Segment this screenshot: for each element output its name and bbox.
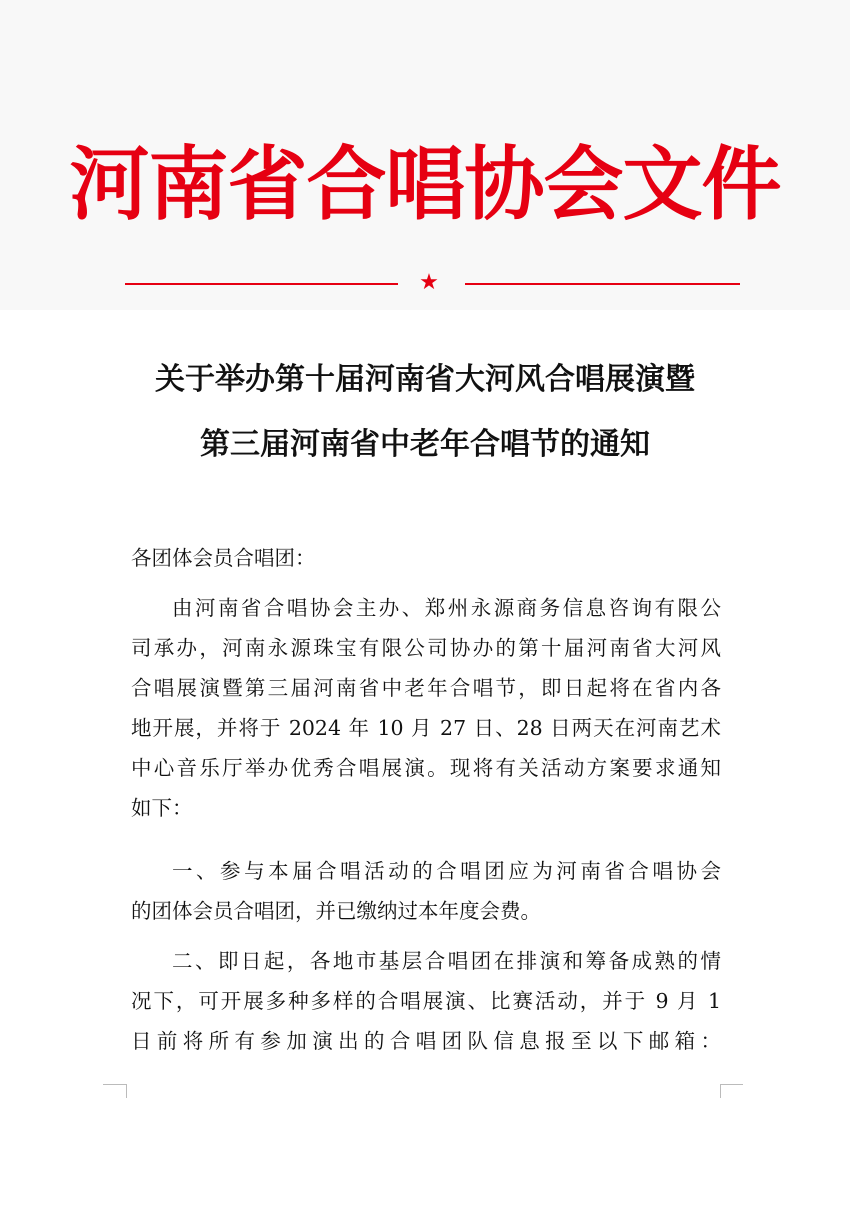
paragraph-line: 地开展，并将于 2024 年 10 月 27 日、28 日两天在河南艺术 [131,716,721,740]
masthead-rule-left [125,283,398,285]
paragraph-line: 由河南省合唱协会主办、郑州永源商务信息咨询有限公 [172,596,721,620]
paragraph-intro [131,588,721,828]
salutation [131,538,721,578]
paragraph-line: 日前将所有参加演出的合唱团队信息报至以下邮箱： [131,1029,721,1053]
paragraph-item-1 [131,851,721,931]
star-icon: ★ [419,270,439,295]
paragraph-line: 一、参与本届合唱活动的合唱团应为河南省合唱协会 [172,859,721,883]
masthead-rule-right [465,283,740,285]
paragraph-line: 中心音乐厅举办优秀合唱展演。现将有关活动方案要求通知 [131,756,721,780]
crop-mark-left [126,1084,127,1098]
paragraph-line: 况下，可开展多种多样的合唱展演、比赛活动，并于 9 月 1 [131,989,721,1013]
crop-mark-right [720,1084,721,1098]
paragraph-line: 合唱展演暨第三届河南省中老年合唱节，即日起将在省内各 [131,676,721,700]
document-title-line-2: 第三届河南省中老年合唱节的通知 [200,427,650,462]
paragraph-line: 的团体会员合唱团，并已缴纳过本年度会费。 [131,899,541,923]
paragraph-line: 司承办，河南永源珠宝有限公司协办的第十届河南省大河风 [131,636,721,660]
crop-mark-right [720,1084,743,1085]
paragraph-item-2 [131,941,721,1061]
crop-mark-left [103,1084,126,1085]
masthead-title: 河南省合唱协会文件 [69,138,781,231]
paragraph-line: 如下： [131,796,193,820]
paragraph-line: 二、即日起，各地市基层合唱团在排演和筹备成熟的情 [172,949,721,973]
salutation-text: 各团体会员合唱团： [131,546,316,570]
document-title-line-1: 关于举办第十届河南省大河风合唱展演暨 [155,362,695,397]
